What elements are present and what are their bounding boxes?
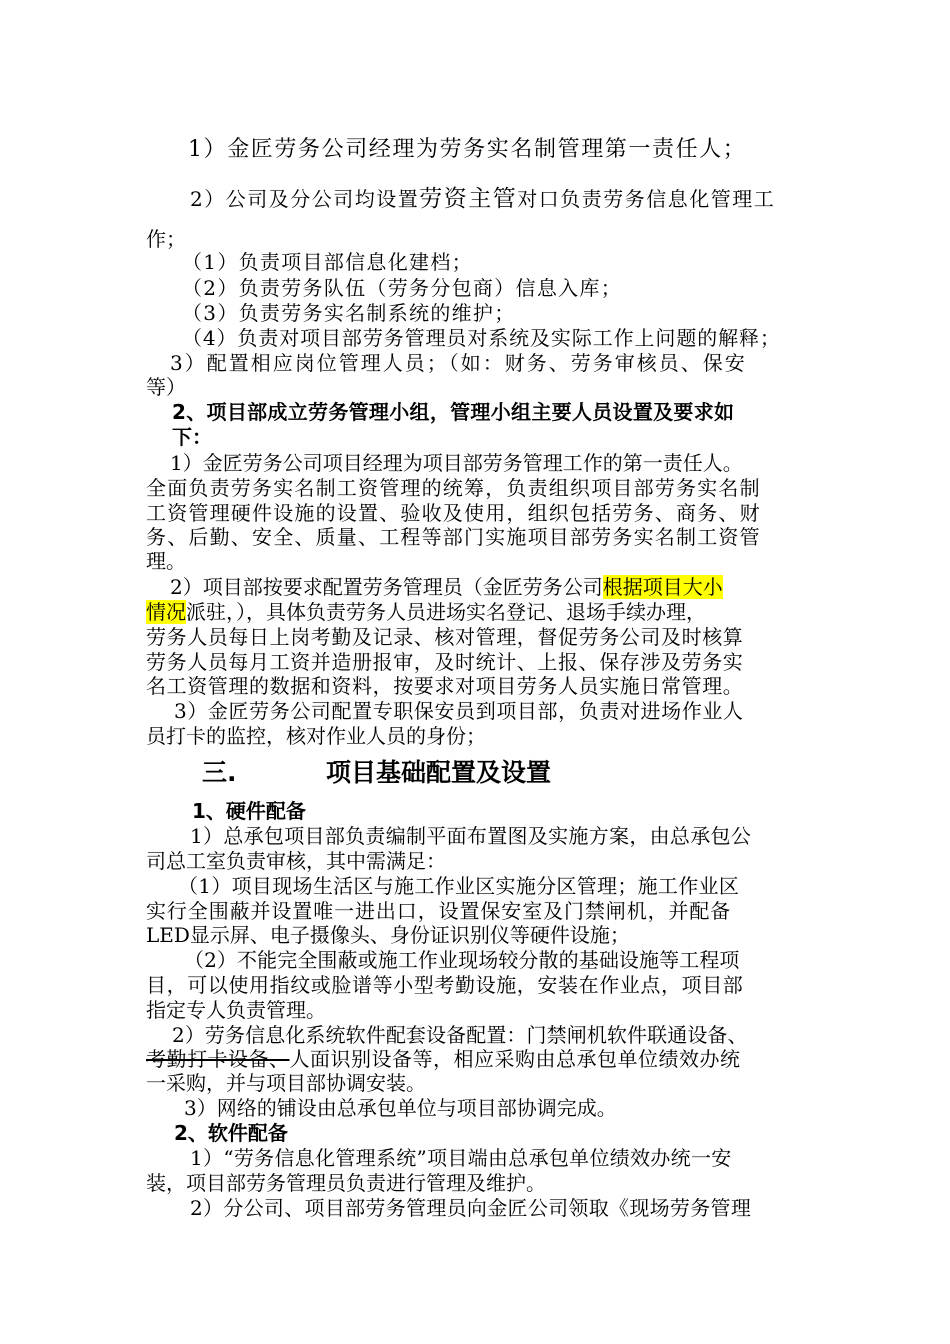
line-p1-2: 全面负责劳务实名制工资管理的统筹，负责组织项目部劳务实名制 [146, 476, 761, 500]
heading-3-title: 项目基础配置及设置 [326, 758, 552, 787]
line-hw2-3: 一采购，并与项目部协调安装。 [146, 1071, 426, 1095]
line-hw1-2: 司总工室负责审核，其中需满足： [146, 849, 446, 873]
line-p3-2: 员打卡的监控，核对作业人员的身份； [146, 724, 486, 748]
line-hw2-1: 2）劳务信息化系统软件配套设备配置：门禁闸机软件联通设备、 [172, 1023, 748, 1047]
line-sub3: （3）负责劳务实名制系统的维护； [182, 301, 516, 325]
line-s1-item1: 1）金匠劳务公司经理为劳务实名制管理第一责任人； [188, 137, 747, 162]
line-p2-2 [146, 599, 706, 625]
heading-hardware: 1、硬件配备 [192, 799, 306, 823]
line-hw1-1: 1）总承包项目部负责编制平面布置图及实施方案，由总承包公 [190, 824, 752, 848]
line-p1-1: 1）金匠劳务公司项目经理为项目部劳务管理工作的第一责任人。 [170, 451, 743, 475]
line-p3-1: 3）金匠劳务公司配置专职保安员到项目部，负责对进场作业人 [174, 699, 744, 723]
text-fragment-large: 劳资主管 [419, 186, 518, 212]
heading-software: 2、软件配备 [174, 1121, 288, 1145]
line-p1-4: 务、后勤、安全、质量、工程等部门实施项目部劳务实名制工资管 [146, 525, 761, 549]
line-p1-3: 工资管理硬件设施的设置、验收及使用，组织包括劳务、商务、财 [146, 501, 761, 525]
heading-2-line1: 2、项目部成立劳务管理小组，管理小组主要人员设置及要求如 [172, 400, 735, 424]
line-sub4: （4）负责对项目部劳务管理员对系统及实际工作上问题的解释； [182, 326, 781, 350]
line-hw2-2 [146, 1046, 741, 1072]
line-sw2-1: 2）分公司、项目部劳务管理员向金匠公司领取《现场劳务管理 [190, 1196, 752, 1220]
highlighted-text: 根据项目大小 [602, 575, 723, 599]
line-hw1a-2: 实行全围蔽并设置唯一进出口，设置保安室及门禁闸机，并配备 [146, 899, 732, 923]
text-fragment: 2）公司及分公司均设置 [190, 187, 420, 211]
heading-2-line2: 下： [172, 425, 212, 449]
heading-3-number: 三. [202, 758, 237, 787]
line-s1-item3: 3）配置相应岗位管理人员；（如：财务、劳务审核员、保安 [170, 351, 747, 375]
line-hw1b-3: 指定专人负责管理。 [146, 998, 326, 1022]
line-p2-1 [170, 574, 723, 600]
line-hw1a-3: LED显示屏、电子摄像头、身份证识别仪等硬件设施； [146, 923, 630, 947]
line-p1-5: 理。 [146, 549, 186, 573]
line-s1-item2 [190, 186, 775, 212]
line-sw1-2: 装，项目部劳务管理员负责进行管理及维护。 [146, 1171, 546, 1195]
text-fragment: 派驻，），具体负责劳务人员进场实名登记、退场手续办理， [186, 600, 706, 624]
line-hw1b-2: 目，可以使用指纹或脸谱等小型考勤设施，安装在作业点，项目部 [146, 973, 744, 997]
text-fragment: 对口负责劳务信息化管理工 [517, 187, 776, 211]
line-hw3: 3）网络的铺设由总承包单位与项目部协调完成。 [184, 1096, 617, 1120]
line-p2-4: 劳务人员每月工资并造册报审，及时统计、上报、保存涉及劳务实 [146, 650, 744, 674]
line-p2-5: 名工资管理的数据和资料，按要求对项目劳务人员实施日常管理。 [146, 674, 744, 698]
line-sw1-1: 1）“劳务信息化管理系统”项目端由总承包单位绩效办统一安 [190, 1146, 732, 1170]
line-hw1b-1: （2）不能完全围蔽或施工作业现场较分散的基础设施等工程项 [184, 948, 740, 972]
line-p2-3: 劳务人员每日上岗考勤及记录、核对管理，督促劳务公司及时核算 [146, 625, 744, 649]
struck-text: 考勤打卡设备、 [146, 1047, 290, 1071]
line-s1-item2-cont: 作； [146, 227, 186, 251]
line-sub1: （1）负责项目部信息化建档； [182, 250, 473, 274]
text-fragment: 人面识别设备等，相应采购由总承包单位绩效办统 [289, 1047, 741, 1071]
line-sub2: （2）负责劳务队伍（劳务分包商）信息入库； [182, 276, 623, 300]
line-hw1a-1: （1）项目现场生活区与施工作业区实施分区管理；施工作业区 [178, 874, 740, 898]
text-fragment: 2）项目部按要求配置劳务管理员（金匠劳务公司 [170, 575, 603, 599]
highlighted-text: 情况 [146, 600, 186, 624]
line-s1-item3-cont: 等） [146, 375, 186, 399]
